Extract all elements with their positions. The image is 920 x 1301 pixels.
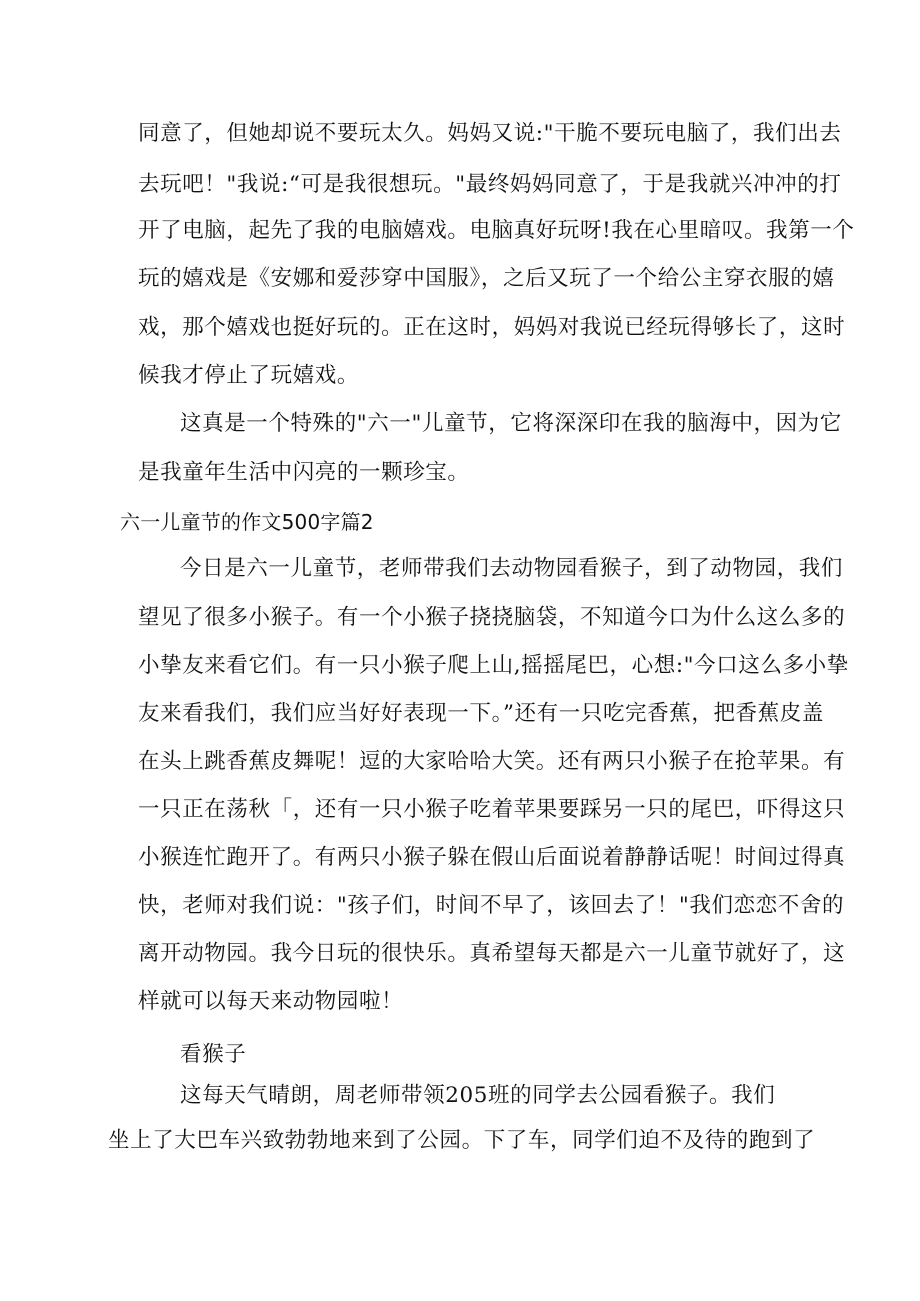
paragraph-4-line-1: 这每天气晴朗，周老师带领205班的同学去公园看猴子。我们	[180, 1083, 776, 1108]
paragraph-3-line-8: 快，老师对我们说："孩子们，时间不早了，该回去了！"我们恋恋不舍的	[138, 893, 845, 918]
paragraph-2-line-2: 是我童年生活中闪亮的一颗珍宝。	[138, 460, 470, 485]
subtitle: 看猴子	[180, 1042, 247, 1067]
paragraph-3-line-1: 今日是六一儿童节，老师带我们去动物园看猴子，到了动物园，我们	[180, 556, 844, 581]
paragraph-3-line-2: 望见了很多小猴子。有一个小猴子挠挠脑袋，不知道今口为什么这么多的	[138, 605, 846, 630]
paragraph-1-line-3: 开了电脑，起先了我的电脑嬉戏。电脑真好玩呀!我在心里暗叹。我第一个	[138, 218, 855, 243]
paragraph-1-line-5: 戏，那个嬉戏也挺好玩的。正在这时，妈妈对我说已经玩得够长了，这时	[138, 315, 846, 340]
paragraph-3-line-10: 样就可以每天来动物园啦！	[138, 989, 404, 1014]
paragraph-1-line-4: 玩的嬉戏是《安娜和爱莎穿中国服》，之后又玩了一个给公主穿衣服的嬉	[138, 266, 835, 291]
section-heading: 六一儿童节的作文500字篇2	[120, 510, 374, 534]
paragraph-2-line-1: 这真是一个特殊的"六一"儿童节，它将深深印在我的脑海中，因为它	[180, 411, 842, 436]
paragraph-3-line-4: 友来看我们，我们应当好好表现一下。”还有一只吃完香蕉，把香蕉皮盖	[138, 701, 824, 726]
paragraph-1-line-6: 候我才停止了玩嬉戏。	[138, 363, 360, 388]
paragraph-4-line-2: 坐上了大巴车兴致勃勃地来到了公园。下了车，同学们迫不及待的跑到了	[108, 1128, 816, 1153]
paragraph-3-line-6: 一只正在荡秋「，还有一只小猴子吃着苹果要踩另一只的尾巴，吓得这只	[138, 797, 846, 822]
paragraph-3-line-5: 在头上跳香蕉皮舞呢！逗的大家哈哈大笑。还有两只小猴子在抢苹果。有	[138, 749, 846, 774]
paragraph-1-line-2: 去玩吧！"我说:“可是我很想玩。"最终妈妈同意了，于是我就兴冲冲的打	[138, 172, 842, 197]
paragraph-3-line-9: 离开动物园。我今日玩的很快乐。真希望每天都是六一儿童节就好了，这	[138, 941, 846, 966]
paragraph-1-line-1: 同意了，但她却说不要玩太久。妈妈又说:"干脆不要玩电脑了，我们出去	[138, 121, 842, 146]
paragraph-3-line-7: 小猴连忙跑开了。有两只小猴子躲在假山后面说着静静话呢！时间过得真	[138, 845, 846, 870]
paragraph-3-line-3: 小挚友来看它们。有一只小猴子爬上山,摇摇尾巴，心想:"今口这么多小挚	[138, 653, 849, 678]
